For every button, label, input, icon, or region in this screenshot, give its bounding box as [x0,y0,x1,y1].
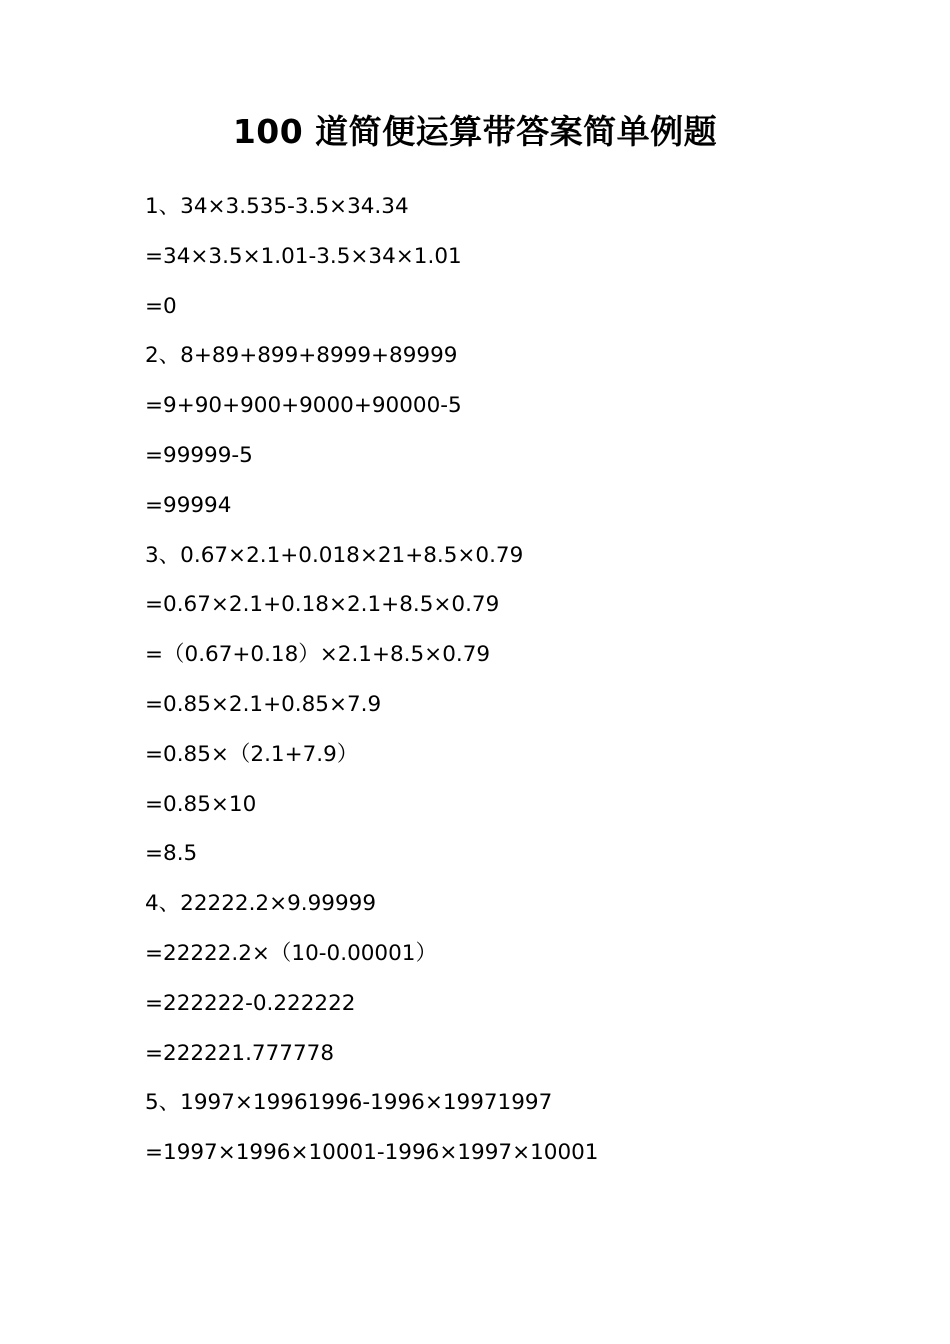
solution-step: =0.85×10 [145,791,257,817]
solution-step: =（0.67+0.18）×2.1+8.5×0.79 [145,642,491,668]
solution-step: =222222-0.222222 [145,990,356,1016]
document-title: 100 道简便运算带答案简单例题 [232,112,718,151]
problem-1-line: 1、34×3.535-3.5×34.34 [145,194,409,219]
solution-step: =0 [145,293,177,319]
solution-step: =1997×1996×10001-1996×1997×10001 [145,1140,599,1166]
solution-step: =99999-5 [145,442,253,468]
solution-step: =0.85×（2.1+7.9） [145,741,359,767]
solution-step: =22222.2×（10-0.00001） [145,940,437,966]
solution-step: =8.5 [145,841,198,867]
solution-step: =222221.777778 [145,1040,334,1066]
solution-step: =34×3.5×1.01-3.5×34×1.01 [145,243,462,269]
problem-4-line: 4、22222.2×9.99999 [145,891,377,917]
problem-2-line: 2、8+89+899+8999+89999 [145,343,458,369]
solution-step: =0.67×2.1+0.18×2.1+8.5×0.79 [145,592,500,618]
solution-step: =0.85×2.1+0.85×7.9 [145,691,382,717]
problem-list [145,189,905,1185]
solution-step: =99994 [145,492,232,518]
problem-3-line: 3、0.67×2.1+0.018×21+8.5×0.79 [145,542,524,568]
problem-5-line: 5、1997×19961996-1996×19971997 [145,1090,553,1116]
solution-step: =9+90+900+9000+90000-5 [145,393,462,419]
